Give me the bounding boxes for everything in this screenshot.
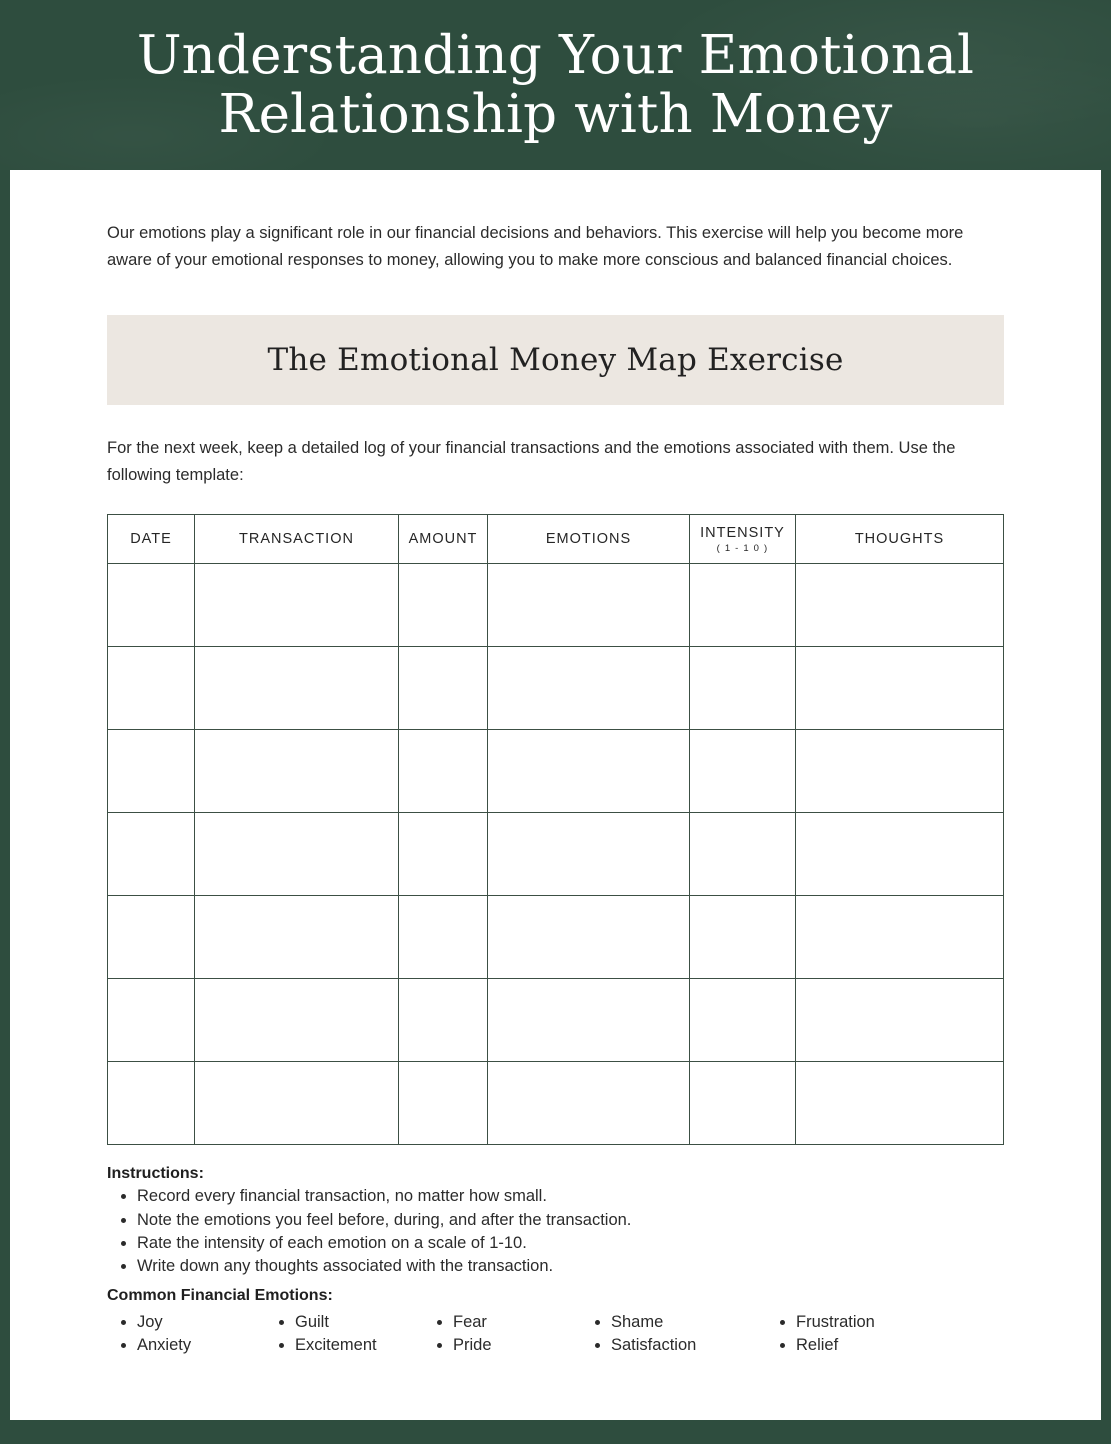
table-cell-amount[interactable] (399, 564, 488, 647)
instruction-item: • Write down any thoughts associated with the transaction. (137, 1255, 1004, 1278)
table-cell-emotions[interactable] (488, 1062, 690, 1145)
table-cell-transaction[interactable] (195, 896, 399, 979)
instruction-item: • Record every financial transaction, no matter how small. (137, 1185, 1004, 1208)
column-header-thoughts-label: THOUGHTS (854, 531, 945, 548)
common-emotion-item: • Shame (611, 1311, 766, 1334)
table-cell-transaction[interactable] (195, 979, 399, 1062)
common-emotions-column (581, 1311, 766, 1358)
common-emotion-item: • Anxiety (137, 1334, 265, 1357)
table-cell-date[interactable] (108, 1062, 195, 1145)
column-header-thoughts (796, 515, 1004, 564)
table-row (108, 730, 1004, 813)
instructions-title: Instructions: (107, 1165, 204, 1183)
table-cell-intensity[interactable] (690, 1062, 796, 1145)
table-cell-thoughts[interactable] (796, 564, 1004, 647)
table-cell-emotions[interactable] (488, 564, 690, 647)
header-band (0, 0, 1111, 170)
table-cell-amount[interactable] (399, 896, 488, 979)
table-row (108, 979, 1004, 1062)
table-cell-amount[interactable] (399, 979, 488, 1062)
column-header-date-label: DATE (130, 531, 172, 548)
common-emotion-item: • Relief (796, 1334, 951, 1357)
column-header-intensity-scale: ( 1 - 1 0 ) (716, 542, 769, 554)
page-title (66, 26, 1046, 145)
table-cell-intensity[interactable] (690, 730, 796, 813)
table-cell-date[interactable] (108, 896, 195, 979)
table-cell-intensity[interactable] (690, 564, 796, 647)
column-header-emotions-label: EMOTIONS (545, 531, 632, 548)
column-header-amount (399, 515, 488, 564)
instructions-block (107, 1165, 1004, 1358)
table-cell-intensity[interactable] (690, 813, 796, 896)
table-cell-date[interactable] (108, 813, 195, 896)
table-cell-intensity[interactable] (690, 647, 796, 730)
table-cell-amount[interactable] (399, 647, 488, 730)
table-cell-thoughts[interactable] (796, 1062, 1004, 1145)
table-header-row (108, 515, 1004, 564)
common-emotion-item: • Joy (137, 1311, 265, 1334)
table-cell-transaction[interactable] (195, 564, 399, 647)
table-cell-thoughts[interactable] (796, 979, 1004, 1062)
common-emotions-columns (107, 1311, 1004, 1358)
table-cell-thoughts[interactable] (796, 813, 1004, 896)
column-header-amount-label: AMOUNT (408, 531, 478, 548)
table-cell-intensity[interactable] (690, 979, 796, 1062)
table-cell-date[interactable] (108, 564, 195, 647)
worksheet-content (10, 170, 1101, 1358)
table-cell-date[interactable] (108, 730, 195, 813)
instruction-item: • Rate the intensity of each emotion on a scale of 1-10. (137, 1232, 1004, 1255)
table-row (108, 647, 1004, 730)
column-header-transaction-label: TRANSACTION (239, 531, 354, 548)
column-header-date (108, 515, 195, 564)
table-row (108, 1062, 1004, 1145)
table-cell-date[interactable] (108, 979, 195, 1062)
instruction-item: • Note the emotions you feel before, during, and after the transaction. (137, 1209, 1004, 1232)
common-emotions-column (107, 1311, 265, 1358)
table-cell-emotions[interactable] (488, 979, 690, 1062)
column-header-transaction (195, 515, 399, 564)
table-cell-transaction[interactable] (195, 813, 399, 896)
table-cell-emotions[interactable] (488, 730, 690, 813)
table-cell-transaction[interactable] (195, 1062, 399, 1145)
table-row (108, 564, 1004, 647)
table-body (108, 564, 1004, 1145)
table-cell-thoughts[interactable] (796, 730, 1004, 813)
instructions-list (107, 1185, 1004, 1279)
common-emotion-item: • Frustration (796, 1311, 951, 1334)
exercise-banner-title: The Emotional Money Map Exercise (267, 342, 844, 379)
common-emotion-item: • Pride (453, 1334, 581, 1357)
table-row (108, 896, 1004, 979)
common-emotions-title: Common Financial Emotions: (107, 1286, 333, 1304)
table-cell-emotions[interactable] (488, 896, 690, 979)
common-emotions-column (265, 1311, 423, 1358)
transaction-log-table (107, 514, 1004, 1145)
table-cell-thoughts[interactable] (796, 896, 1004, 979)
table-cell-amount[interactable] (399, 813, 488, 896)
table-cell-date[interactable] (108, 647, 195, 730)
column-header-intensity-label: INTENSITY (700, 524, 785, 541)
exercise-banner (107, 315, 1004, 405)
table-cell-amount[interactable] (399, 730, 488, 813)
log-instruction: For the next week, keep a detailed log of your financial transactions and the emotions associated with them. Use the following template: (107, 439, 956, 484)
table-header (108, 515, 1004, 564)
page-title-line-2: Relationship with Money (218, 84, 893, 145)
common-emotions-column (766, 1311, 951, 1358)
common-emotion-item: • Excitement (295, 1334, 423, 1357)
table-cell-emotions[interactable] (488, 813, 690, 896)
table-cell-transaction[interactable] (195, 647, 399, 730)
common-emotions-column (423, 1311, 581, 1358)
table-cell-intensity[interactable] (690, 896, 796, 979)
common-emotion-item: • Guilt (295, 1311, 423, 1334)
intro-paragraph: Our emotions play a significant role in our financial decisions and behaviors. This exercise will help you become more aware of your emotional responses to money, allowing you to make more conscious and balanced financial choices. (107, 224, 964, 269)
table-cell-emotions[interactable] (488, 647, 690, 730)
table-cell-transaction[interactable] (195, 730, 399, 813)
table-row (108, 813, 1004, 896)
page-title-line-1: Understanding Your Emotional (136, 24, 975, 86)
column-header-emotions (488, 515, 690, 564)
table-cell-thoughts[interactable] (796, 647, 1004, 730)
worksheet-sheet (10, 170, 1101, 1420)
common-emotion-item: • Satisfaction (611, 1334, 766, 1357)
common-emotion-item: • Fear (453, 1311, 581, 1334)
table-cell-amount[interactable] (399, 1062, 488, 1145)
column-header-intensity (690, 515, 796, 564)
